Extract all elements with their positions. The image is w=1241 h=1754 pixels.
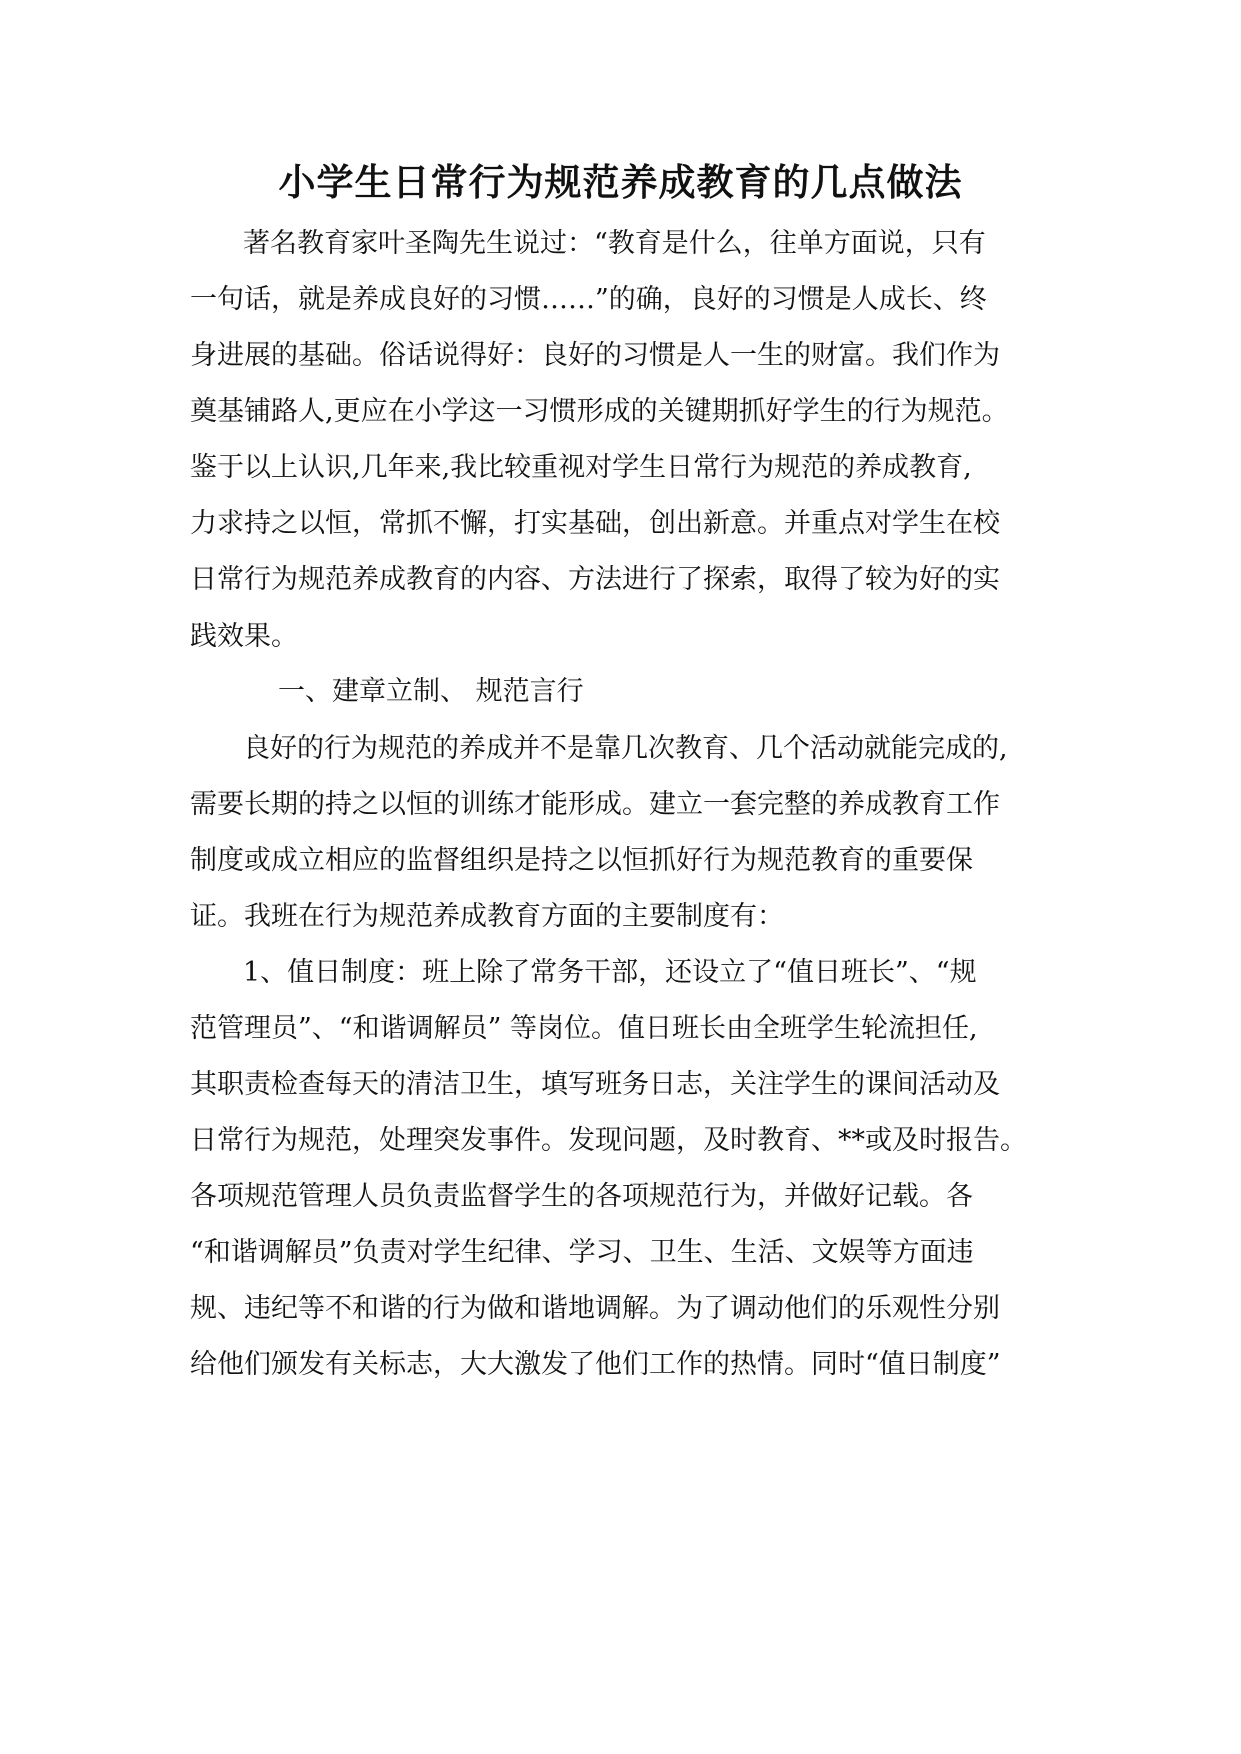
paragraph-line: 日常行为规范，处理突发事件。发现问题，及时教育、**或及时报告。 [190,1125,1027,1156]
paragraph-line: 各项规范管理人员负责监督学生的各项规范行为，并做好记载。各 [190,1181,973,1212]
paragraph-line: 奠基铺路人,更应在小学这一习惯形成的关键期抓好学生的行为规范。 [190,396,1009,427]
paragraph-line: 其职责检查每天的清洁卫生，填写班务日志，关注学生的课间活动及 [190,1069,1000,1100]
paragraph-line: 鉴于以上认识,几年来,我比较重视对学生日常行为规范的养成教育, [190,452,972,483]
paragraph-line: 一句话，就是养成良好的习惯……”的确，良好的习惯是人成长、终 [190,284,987,315]
paragraph-line: 身进展的基础。俗话说得好：良好的习惯是人一生的财富。我们作为 [190,340,1000,371]
paragraph-line: 1、值日制度：班上除了常务干部，还设立了“值日班长”、“规 [243,957,977,988]
section-heading: 一、建章立制、 规范言行 [278,676,584,707]
paragraph-line: 给他们颁发有关标志，大大激发了他们工作的热情。同时“值日制度” [190,1349,1001,1380]
paragraph-line: 规、违纪等不和谐的行为做和谐地调解。为了调动他们的乐观性分别 [190,1293,1000,1324]
paragraph-line: “和谐调解员”负责对学生纪律、学习、卫生、生活、文娱等方面违 [190,1237,974,1268]
paragraph-line: 日常行为规范养成教育的内容、方法进行了探索，取得了较为好的实 [190,564,1000,595]
paragraph-line: 制度或成立相应的监督组织是持之以恒抓好行为规范教育的重要保 [190,845,973,876]
document-title: 小学生日常行为规范养成教育的几点做法 [278,160,963,204]
paragraph-line: 践效果。 [190,621,298,652]
paragraph-line: 良好的行为规范的养成并不是靠几次教育、几个活动就能完成的, [243,733,1008,764]
paragraph-line: 范管理员”、“和谐调解员” 等岗位。值日班长由全班学生轮流担任, [190,1013,978,1044]
paragraph-line: 需要长期的持之以恒的训练才能形成。建立一套完整的养成教育工作 [190,789,1000,820]
paragraph-line: 证。我班在行为规范养成教育方面的主要制度有： [190,901,784,932]
paragraph-line: 力求持之以恒，常抓不懈，打实基础，创出新意。并重点对学生在校 [190,508,1000,539]
paragraph-line: 著名教育家叶圣陶先生说过：“教育是什么，往单方面说，只有 [243,228,986,259]
